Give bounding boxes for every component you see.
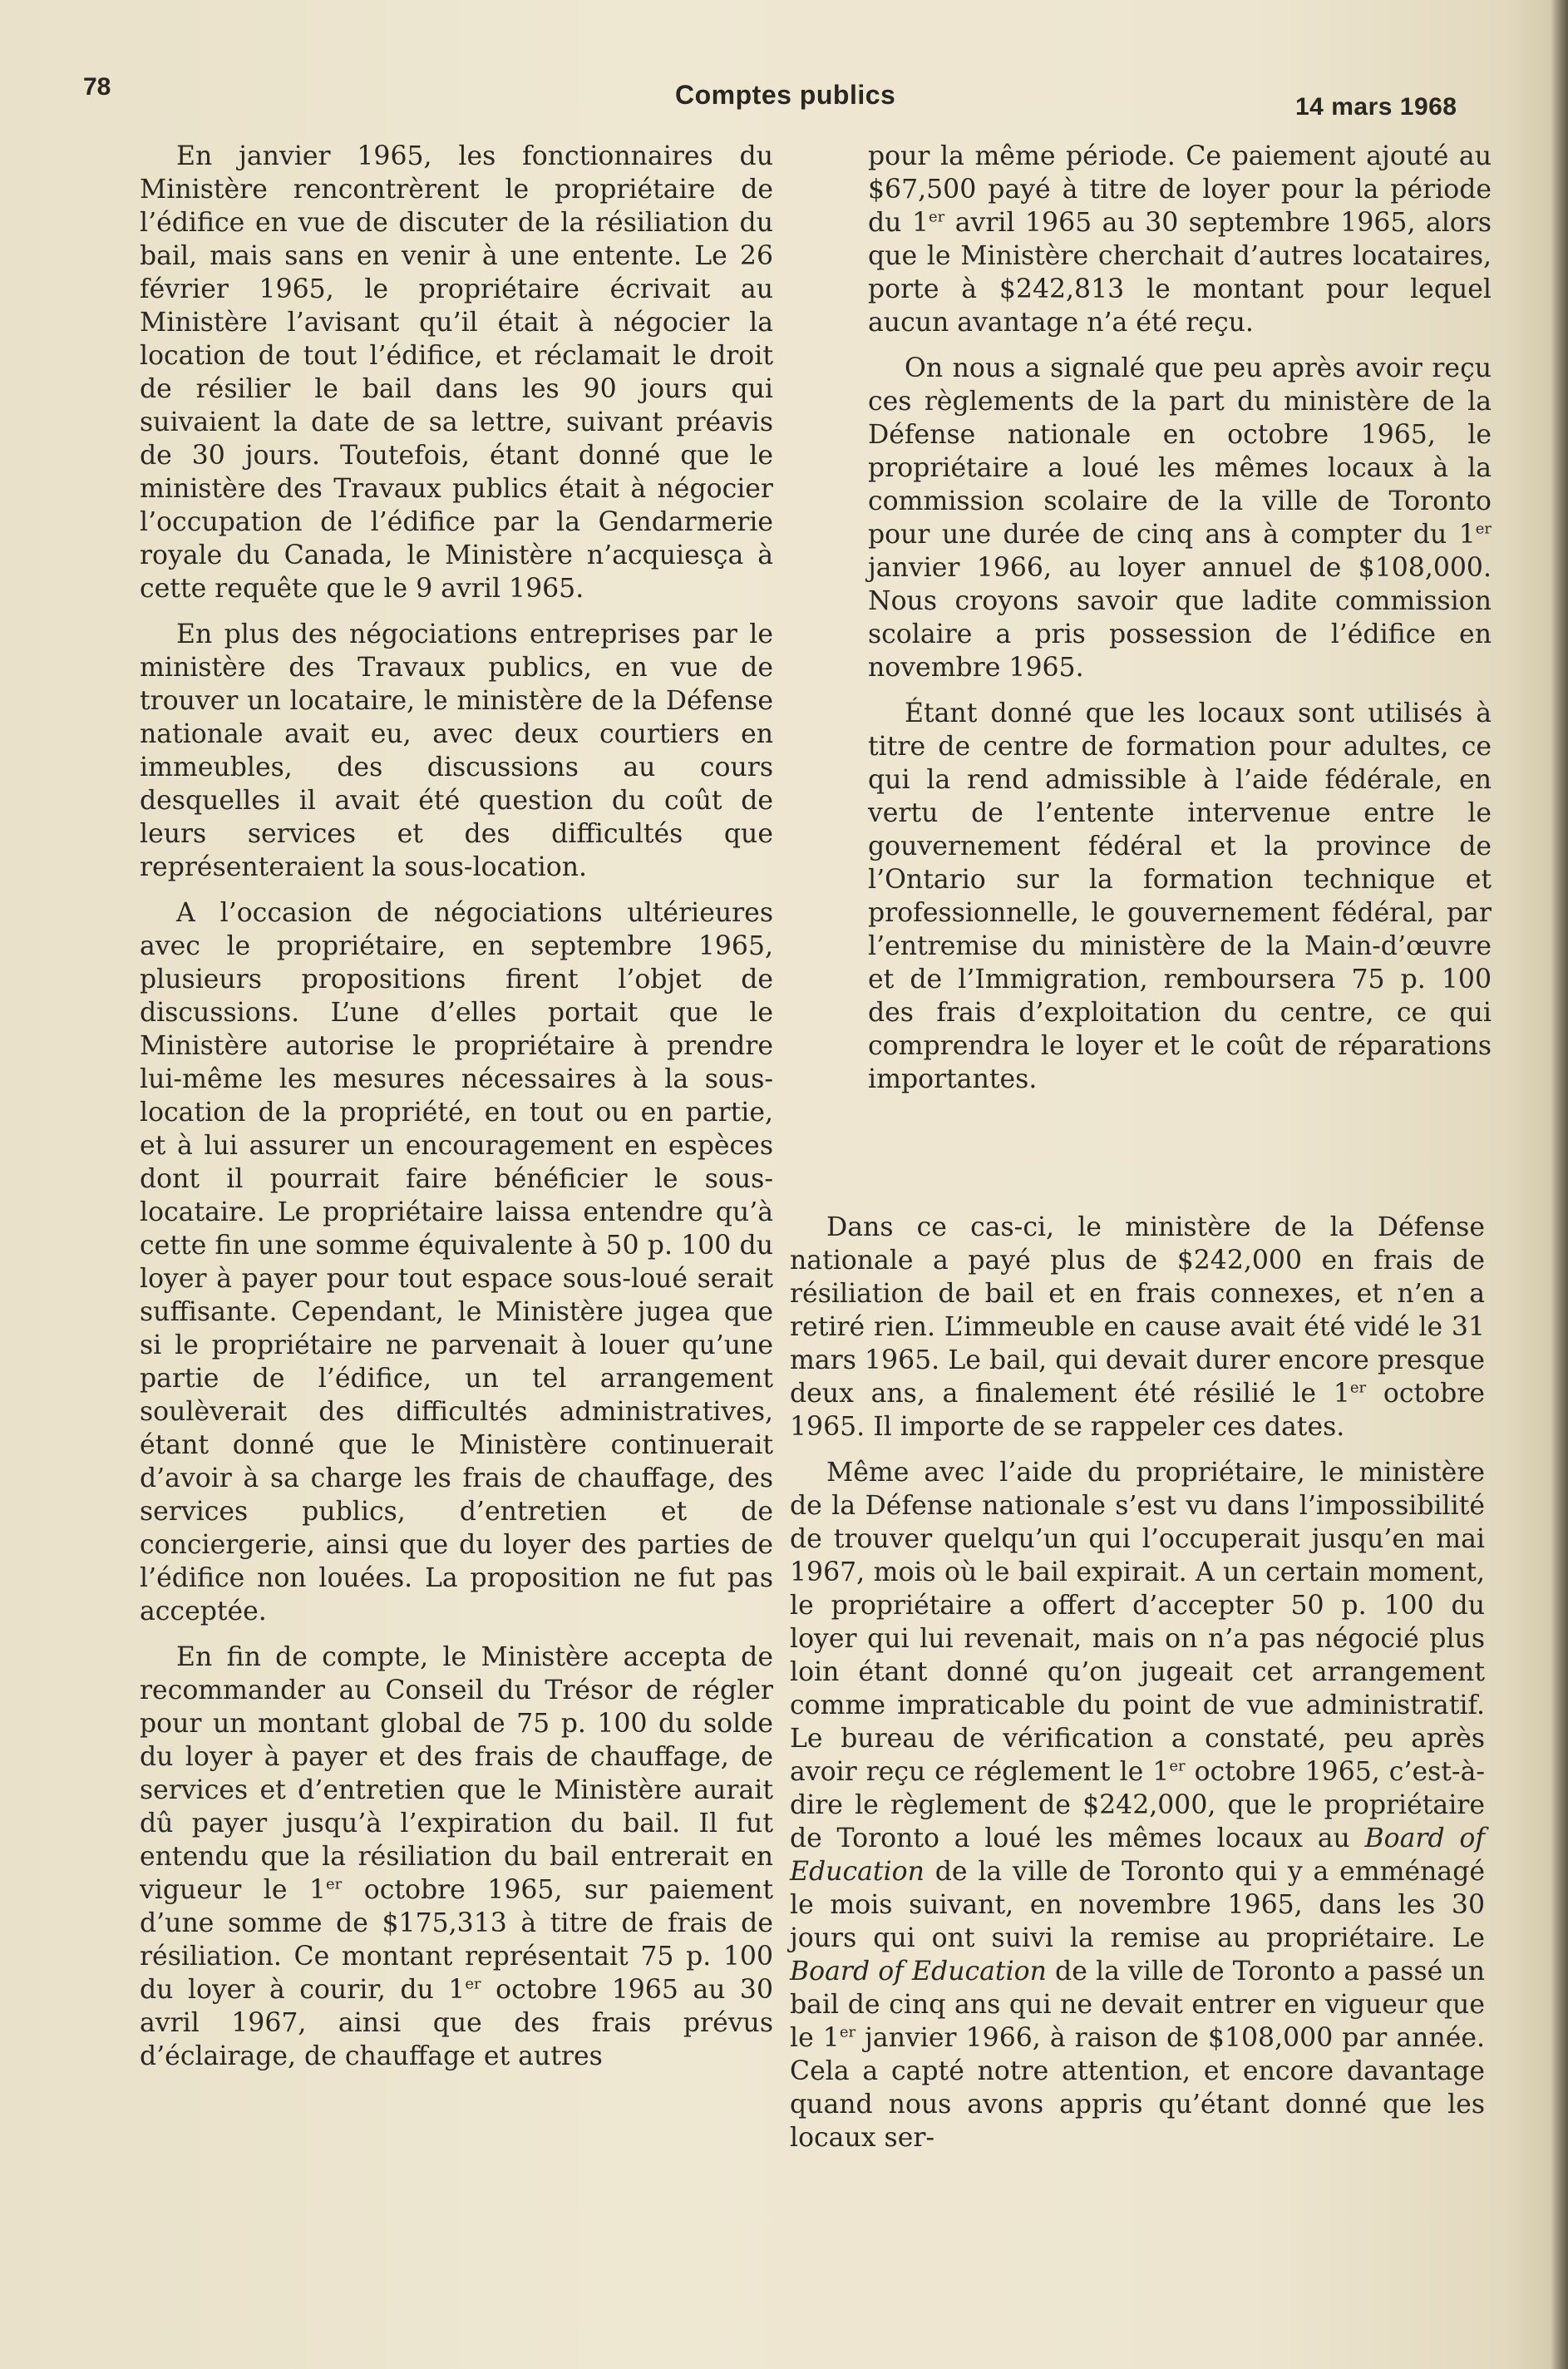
superscript: er	[928, 208, 945, 226]
right-column-upper	[868, 140, 1492, 1108]
text-run: octobre 1965 au 30 avril 1967, ainsi que des frais prévus d’éclairage, de chauffage et autres	[140, 1975, 773, 2071]
text-run: de la ville de Toronto qui y a emménagé le mois suivant, en novembre 1965, dans les 30 jours qui ont suivi la remise au propriétaire. Le	[790, 1857, 1485, 1953]
text-run: janvier 1966, à raison de $108,000 par année. Cela a capté notre attention, et encore davantage quand nous avons appris qu’étant donné que les locaux ser-	[790, 2023, 1485, 2153]
paragraph: En janvier 1965, les fonctionnaires du Ministère rencontrèrent le propriétaire de l’édifice en vue de discuter de la résiliation du bail, mais sans en venir à une entente. Le 26 février 1965, le propriétaire écrivait au Ministère l’avisant qu’il était à négocier la location de tout l’édifice, et réclamait le droit de résilier le bail dans les 90 jours qui suivaient la date de sa lettre, suivant préavis de 30 jours. Toutefois, étant donné que le ministère des Travaux publics était à négocier l’occupation de l’édifice par la Gendarmerie royale du Canada, le Ministère n’acquiesça à cette requête que le 9 avril 1965.	[140, 141, 773, 604]
superscript: er	[465, 1975, 481, 1993]
left-column	[140, 140, 773, 2085]
text-run: Même avec l’aide du propriétaire, le ministère de la Défense nationale s’est vu dans l’impossibilité de trouver quelqu’un qui l’occuperait jusqu’en mai 1967, mois où le bail expirait. A un certain moment, le propriétaire a offert d’accepter 50 p. 100 du loyer qui lui revenait, mais on n’a pas négocié plus loin étant donné qu’on jugeait cet arrangement comme impraticable du point de vue administratif. Le bureau de vérification a constaté, peu après avoir reçu ce réglement le 1	[790, 1458, 1485, 1787]
paragraph	[868, 352, 1492, 684]
paragraph-continued	[868, 140, 1492, 339]
paragraph	[790, 1456, 1485, 2154]
superscript: er	[326, 1875, 343, 1893]
superscript: er	[1169, 1757, 1186, 1775]
text-run: Dans ce cas-ci, le ministère de la Défense nationale a payé plus de $242,000 en frais de résiliation de bail et en frais connexes, et n’en a retiré rien. L’immeuble en cause avait été vidé le 31 mars 1965. Le bail, qui devait durer encore presque deux ans, a finalement été résilié le 1	[790, 1212, 1485, 1409]
text-run: octobre 1965, sur paiement d’une somme de $175,313 à titre de frais de résiliation. Ce montant représentait 75 p. 100 du loyer à courir, du 1	[140, 1875, 774, 2005]
right-column-lower	[790, 1211, 1485, 2167]
italic-term: Board of Education	[790, 1824, 1485, 1887]
paragraph	[790, 1211, 1485, 1444]
paragraph: A l’occasion de négociations ultérieures avec le propriétaire, en septembre 1965, plusieurs propositions firent l’objet de discussions. L’une d’elles portait que le Ministère autorise le propriétaire à prendre lui-même les mesures nécessaires à la sous-location de la propriété, en tout ou en partie, et à lui assurer un encouragement en espèces dont il pourrait faire bénéficier le sous-locataire. Le propriétaire laissa entendre qu’à cette fin une somme équivalente à 50 p. 100 du loyer à payer pour tout espace sous-loué serait suffisante. Cependant, le Ministère jugea que si le propriétaire ne parvenait à louer qu’une partie de l’édifice, un tel arrangement soulèverait des difficultés administratives, étant donné que le Ministère continuerait d’avoir à sa charge les frais de chauffage, des services publics, d’entretien et de conciergerie, ainsi que du loyer des parties de l’édifice non louées. La proposition ne fut pas acceptée.	[140, 898, 773, 1626]
text-run: On nous a signalé que peu après avoir reçu ces règlements de la part du ministère de la Défense nationale en octobre 1965, le propriétaire a loué les mêmes locaux à la commission scolaire de la ville de Toronto pour une durée de cinq ans à compter du 1	[868, 353, 1492, 550]
text-run: pour la même période. Ce paiement ajouté au $67,500 payé à titre de loyer pour la période du 1	[868, 141, 1492, 238]
text-run: octobre 1965, c’est-à-dire le règlement de $242,000, que le propriétaire de Toronto a loué les mêmes locaux au	[790, 1757, 1485, 1853]
text-run: avril 1965 au 30 septembre 1965, alors que le Ministère cherchait d’autres locataires, porte à $242,813 le montant pour lequel aucun avantage n’a été reçu.	[868, 208, 1492, 338]
page-number: 78	[83, 73, 111, 101]
header-date: 14 mars 1968	[1295, 93, 1457, 121]
text-run: de la ville de Toronto a passé un bail de cinq ans qui ne devait entrer en vigueur que le 1	[790, 1957, 1485, 2053]
text-run: octobre 1965. Il importe de se rappeler ces dates.	[790, 1379, 1486, 1442]
italic-term: Board of Education	[790, 1957, 1047, 1987]
superscript: er	[1349, 1379, 1367, 1397]
superscript: er	[1475, 520, 1492, 538]
page-binding-edge	[1550, 0, 1568, 2369]
paragraph: En plus des négociations entreprises par le ministère des Travaux publics, en vue de trouver un locataire, le ministère de la Défense nationale avait eu, avec deux courtiers en immeubles, des discussions au cours desquelles il avait été question du coût de leurs services et des difficultés que représenteraient la sous-location.	[140, 619, 773, 882]
paragraph: Étant donné que les locaux sont utilisés à titre de centre de formation pour adultes, ce qui la rend admissible à l’aide fédérale, en vertu de l’entente intervenue entre le gouvernement fédéral et la province de l’Ontario sur la formation technique et professionnelle, le gouvernement fédéral, par l’entremise du ministère de la Main-d’œuvre et de l’Immigration, remboursera 75 p. 100 des frais d’exploitation du centre, ce qui comprendra le loyer et le coût de réparations importantes.	[868, 698, 1492, 1094]
text-run: janvier 1966, au loyer annuel de $108,000. Nous croyons savoir que ladite commission scolaire a pris possession de l’édifice en novembre 1965.	[868, 553, 1492, 683]
text-run: En fin de compte, le Ministère accepta de recommander au Conseil du Trésor de régler pour un montant global de 75 p. 100 du solde du loyer à payer et des frais de chauffage, de services et d’entretien que le Ministère aurait dû payer jusqu’à l’expiration du bail. Il fut entendu que la résiliation du bail entrerait en vigueur le 1	[140, 1642, 773, 1905]
superscript: er	[839, 2023, 856, 2041]
page-header	[83, 70, 1497, 120]
running-title: Comptes publics	[675, 80, 896, 110]
paragraph	[140, 1641, 773, 2073]
